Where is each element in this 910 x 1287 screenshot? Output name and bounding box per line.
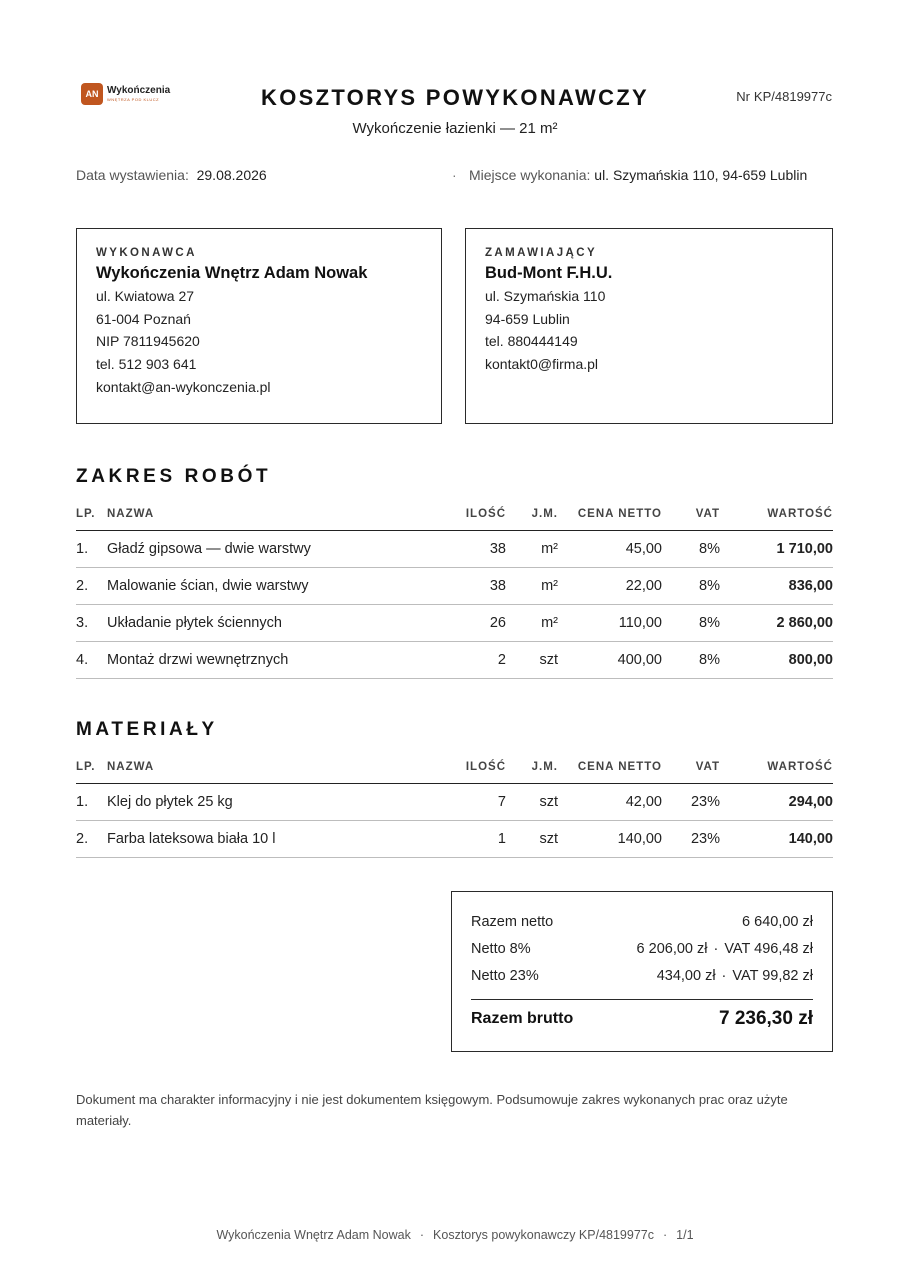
col-qty: ILOŚĆ [442, 498, 506, 531]
contractor-email: kontakt@an-wykonczenia.pl [96, 378, 271, 395]
table-row [76, 531, 833, 568]
footer-separator: · [419, 1228, 425, 1242]
document-number-label: Nr [736, 89, 750, 104]
table-row [76, 642, 833, 679]
col-value: WARTOŚĆ [720, 751, 833, 784]
footer-separator: · [662, 1228, 668, 1242]
row-qty: 7 [442, 784, 506, 821]
table-row [76, 568, 833, 605]
row-lp: 1. [76, 784, 107, 821]
col-name: NAZWA [107, 498, 442, 531]
vat-23-value: VAT 99,82 zł [732, 968, 813, 984]
row-value: 836,00 [720, 568, 833, 605]
row-value: 1 710,00 [720, 531, 833, 568]
row-qty: 1 [442, 821, 506, 858]
gross-total-value: 7 236,30 zł [718, 1008, 813, 1029]
issue-date [76, 167, 267, 183]
row-name: Montaż drzwi wewnętrznych [107, 642, 442, 679]
footer-company: Wykończenia Wnętrz Adam Nowak [216, 1228, 411, 1242]
row-unit: m² [506, 531, 558, 568]
row-name: Farba lateksowa biała 10 l [107, 821, 442, 858]
row-vat: 23% [662, 784, 720, 821]
contractor-name: Wykończenia Wnętrz Adam Nowak [96, 264, 368, 282]
table-row [76, 784, 833, 821]
net-8-row [471, 941, 813, 968]
issue-date-label: Data wystawienia: [76, 167, 189, 183]
row-lp: 3. [76, 605, 107, 642]
contractor-nip: NIP 7811945620 [96, 333, 200, 350]
row-lp: 4. [76, 642, 107, 679]
table-row [76, 605, 833, 642]
page-footer [0, 1228, 910, 1242]
row-vat: 8% [662, 605, 720, 642]
row-price: 45,00 [558, 531, 662, 568]
work-location-label: Miejsce wykonania: [469, 167, 591, 183]
col-name: NAZWA [107, 751, 442, 784]
vat-8-value: VAT 496,48 zł [724, 941, 813, 957]
table-row [76, 821, 833, 858]
row-vat: 23% [662, 821, 720, 858]
col-value: WARTOŚĆ [720, 498, 833, 531]
document-subtitle: Wykończenie łazienki — 21 m² [352, 120, 558, 137]
totals-divider [471, 999, 813, 1000]
row-name: Malowanie ścian, dwie warstwy [107, 568, 442, 605]
row-lp: 2. [76, 821, 107, 858]
row-qty: 2 [442, 642, 506, 679]
materials-table [76, 751, 833, 858]
row-vat: 8% [662, 531, 720, 568]
net-23-value: 434,00 zł [656, 968, 716, 984]
contractor-phone: tel. 512 903 641 [96, 356, 197, 373]
gross-total-row [471, 1008, 813, 1030]
col-unit: J.M. [506, 498, 558, 531]
works-table [76, 498, 833, 679]
row-unit: szt [506, 784, 558, 821]
logo-name: Wykończenia [107, 85, 171, 96]
contractor-box [76, 228, 442, 424]
client-name: Bud-Mont F.H.U. [485, 264, 613, 282]
footer-page-number: 1/1 [676, 1228, 694, 1242]
client-box [465, 228, 833, 424]
work-location-value: ul. Szymańskia 110, 94-659 Lublin [594, 167, 808, 183]
row-qty: 26 [442, 605, 506, 642]
row-vat: 8% [662, 568, 720, 605]
net-23-row [471, 968, 813, 995]
row-price: 400,00 [558, 642, 662, 679]
col-qty: ILOŚĆ [442, 751, 506, 784]
net-23-label: Netto 23% [471, 968, 539, 984]
document-number-value: KP/4819977c [753, 89, 832, 104]
gross-total-label: Razem brutto [471, 1010, 574, 1027]
row-name: Klej do płytek 25 kg [107, 784, 442, 821]
row-unit: m² [506, 568, 558, 605]
client-phone: tel. 880444149 [485, 333, 578, 350]
row-unit: m² [506, 605, 558, 642]
materials-section-title: MATERIAŁY [76, 719, 218, 740]
work-location [469, 167, 807, 183]
net-8-value: 6 206,00 zł [636, 941, 708, 957]
disclaimer-note: Dokument ma charakter informacyjny i nie jest dokumentem księgowym. Podsumowuje zakres wykonanych prac oraz użyte materiały. [76, 1092, 788, 1128]
materials-table-header [76, 751, 833, 784]
row-name: Gładź gipsowa — dwie warstwy [107, 531, 442, 568]
col-lp: LP. [76, 751, 107, 784]
works-table-header [76, 498, 833, 531]
contractor-city: 61-004 Poznań [96, 310, 191, 327]
document-title: KOSZTORYS POWYKONAWCZY [261, 85, 649, 110]
col-vat: VAT [662, 751, 720, 784]
issue-date-value: 29.08.2026 [196, 167, 267, 183]
row-qty: 38 [442, 568, 506, 605]
row-value: 140,00 [720, 821, 833, 858]
row-value: 294,00 [720, 784, 833, 821]
meta-separator: · [452, 167, 457, 183]
net-8-label: Netto 8% [471, 941, 531, 957]
separator-dot: · [721, 968, 727, 984]
total-net-row [471, 914, 813, 941]
row-name: Układanie płytek ściennych [107, 605, 442, 642]
separator-dot: · [713, 941, 719, 957]
row-price: 140,00 [558, 821, 662, 858]
col-vat: VAT [662, 498, 720, 531]
row-value: 800,00 [720, 642, 833, 679]
client-address: ul. Szymańskia 110 [485, 288, 606, 304]
client-label: ZAMAWIAJĄCY [485, 247, 598, 259]
totals-box [451, 891, 833, 1052]
total-net-label: Razem netto [471, 914, 554, 930]
document-number [736, 89, 832, 104]
row-price: 110,00 [558, 605, 662, 642]
logo-tagline: WNĘTRZA POD KLUCZ [107, 97, 160, 102]
client-email: kontakt0@firma.pl [485, 356, 599, 373]
col-price: CENA NETTO [558, 498, 662, 531]
contractor-label: WYKONAWCA [96, 247, 197, 259]
row-unit: szt [506, 821, 558, 858]
contractor-address: ul. Kwiatowa 27 [96, 288, 195, 304]
logo-mark: AN [81, 83, 103, 105]
works-section-title: ZAKRES ROBÓT [76, 466, 272, 487]
row-price: 22,00 [558, 568, 662, 605]
row-unit: szt [506, 642, 558, 679]
row-vat: 8% [662, 642, 720, 679]
row-value: 2 860,00 [720, 605, 833, 642]
row-qty: 38 [442, 531, 506, 568]
row-lp: 2. [76, 568, 107, 605]
col-lp: LP. [76, 498, 107, 531]
footer-document: Kosztorys powykonawczy KP/4819977c [433, 1228, 654, 1242]
client-city: 94-659 Lublin [485, 310, 570, 327]
row-lp: 1. [76, 531, 107, 568]
row-price: 42,00 [558, 784, 662, 821]
col-price: CENA NETTO [558, 751, 662, 784]
col-unit: J.M. [506, 751, 558, 784]
total-net-value: 6 640,00 zł [742, 914, 813, 930]
